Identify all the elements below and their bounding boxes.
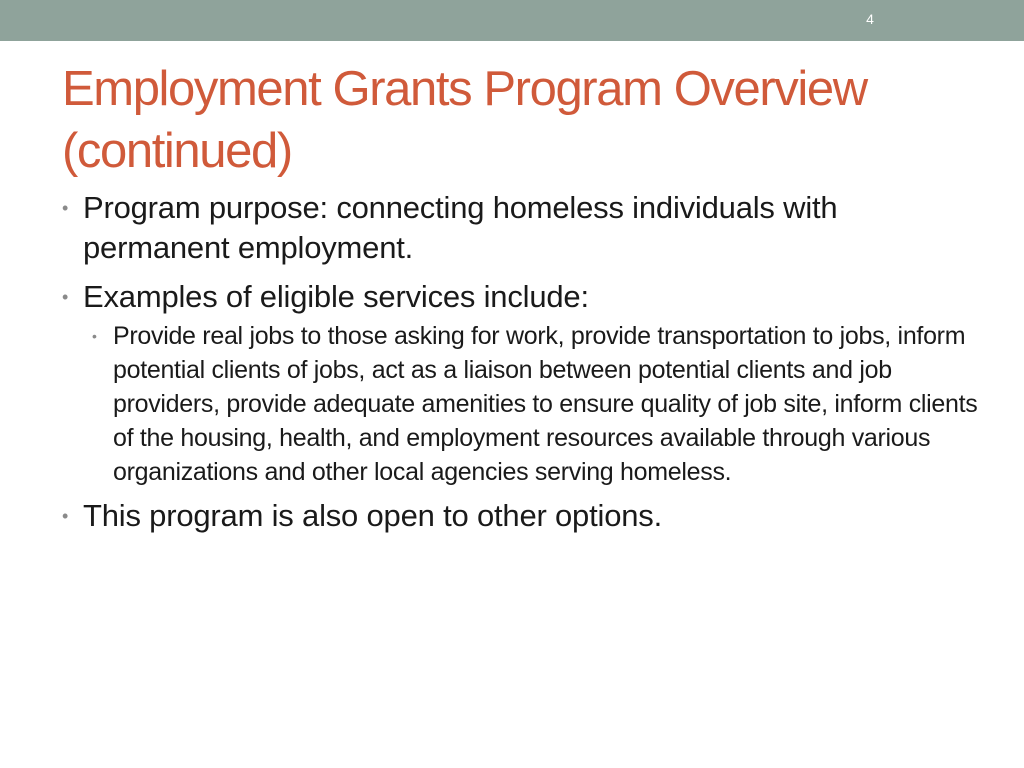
bullet-dot-icon: • — [62, 506, 69, 526]
sub-bullet-services-list — [92, 319, 982, 489]
slide-title — [62, 58, 962, 182]
bullet-dot-icon: • — [62, 198, 69, 218]
bullet-eligible-services — [62, 277, 982, 317]
bullet-text: Program purpose: connecting homeless individuals with permanent employment. — [83, 190, 838, 265]
bullet-text: Provide real jobs to those asking for work, provide transportation to jobs, inform potential clients of jobs, act as a liaison between potential clients and job providers, provide adequate amenities to ensure quality of job site, inform clients of the housing, health, and employment resources available through various organizations and other local agencies serving homeless. — [113, 322, 978, 486]
bullet-text: This program is also open to other options. — [83, 498, 662, 533]
header-bar — [0, 0, 1024, 41]
slide-title-line-2: (continued) — [62, 124, 292, 178]
slide-number: 4 — [866, 11, 874, 27]
bullet-dot-icon: • — [92, 328, 97, 344]
bullet-dot-icon: • — [62, 287, 69, 307]
bullet-list — [62, 188, 982, 536]
slide-title-line-1: Employment Grants Program Overview — [62, 62, 867, 116]
bullet-other-options — [62, 496, 982, 536]
bullet-program-purpose — [62, 188, 982, 268]
bullet-text: Examples of eligible services include: — [83, 279, 589, 314]
